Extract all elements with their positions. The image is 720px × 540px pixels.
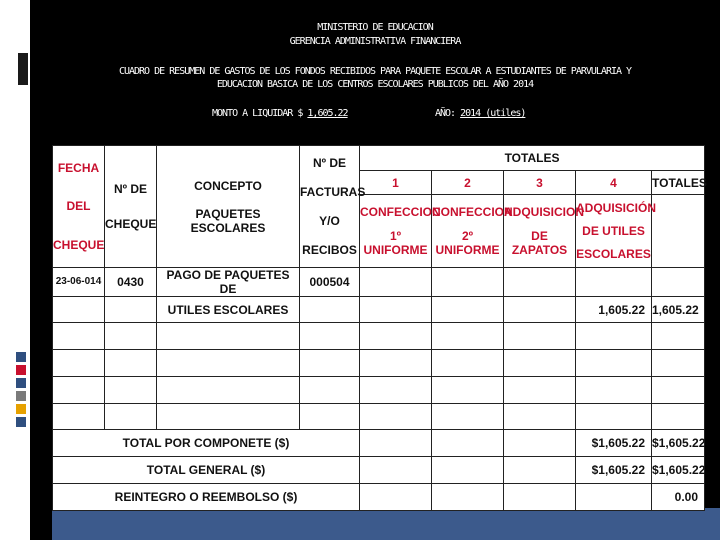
header-sub-1: CONFECCION 1º UNIFORME bbox=[360, 195, 432, 268]
header-num-2: 2 bbox=[432, 171, 504, 195]
amount-value: 1,605.22 bbox=[307, 108, 348, 119]
accent-block bbox=[18, 53, 28, 85]
total-general-col4: $1,605.22 bbox=[576, 457, 652, 484]
description-line-2: EDUCACION BASICA DE LOS CENTROS ESCOLARES PUBLICOS DEL AÑO 2014 bbox=[216, 79, 534, 90]
table-row bbox=[53, 268, 705, 297]
accent-square-1 bbox=[16, 352, 26, 362]
header-cheque: Nº DE CHEQUE bbox=[105, 146, 157, 268]
accent-square-2 bbox=[16, 365, 26, 375]
accent-square-3 bbox=[16, 378, 26, 388]
header-sub-total-empty bbox=[652, 195, 705, 268]
header-sub-2: CONFECCION 2º UNIFORME bbox=[432, 195, 504, 268]
cell-fecha: 23-06-014 bbox=[53, 268, 105, 297]
header-num-3: 3 bbox=[504, 171, 576, 195]
header-concepto: CONCEPTO PAQUETES ESCOLARES bbox=[157, 146, 300, 268]
reintegro-label: REINTEGRO O REEMBOLSO ($) bbox=[53, 484, 360, 511]
ministry-title: MINISTERIO DE EDUCACION bbox=[317, 22, 433, 33]
total-componente-row bbox=[53, 430, 705, 457]
total-general-label: TOTAL GENERAL ($) bbox=[53, 457, 360, 484]
header-num-4: 4 bbox=[576, 171, 652, 195]
expense-summary-table bbox=[52, 145, 705, 511]
cell-factura: 000504 bbox=[300, 268, 360, 297]
amount-label: MONTO A LIQUIDAR $ bbox=[212, 108, 303, 119]
cell-total: 1,605.22 bbox=[652, 297, 705, 323]
amount-line bbox=[212, 108, 348, 120]
table-row bbox=[53, 377, 705, 404]
header-totales-col: TOTALES bbox=[652, 171, 705, 195]
year-label: AÑO: bbox=[435, 108, 456, 119]
year-line bbox=[435, 108, 525, 120]
header-fecha: FECHA DEL CHEQUE bbox=[53, 146, 105, 268]
accent-square-5 bbox=[16, 404, 26, 414]
total-general-row bbox=[53, 457, 705, 484]
footer-bar bbox=[52, 508, 720, 540]
cell-col4: 1,605.22 bbox=[576, 297, 652, 323]
accent-square-6 bbox=[16, 417, 26, 427]
cell-concepto: UTILES ESCOLARES bbox=[157, 297, 300, 323]
total-general-total: $1,605.22 bbox=[652, 457, 705, 484]
reintegro-row bbox=[53, 484, 705, 511]
accent-square-4 bbox=[16, 391, 26, 401]
table-row bbox=[53, 297, 705, 323]
reintegro-total: 0.00 bbox=[652, 484, 705, 511]
department-title: GERENCIA ADMINISTRATIVA FINANCIERA bbox=[289, 36, 461, 47]
year-value: 2014 (utiles) bbox=[460, 108, 526, 119]
description-line-1: CUADRO DE RESUMEN DE GASTOS DE LOS FONDOS RECIBIDOS PARA PAQUETE ESCOLAR A ESTUDIANTES DE PARVULARIA Y bbox=[118, 66, 632, 77]
header-sub-4: ADQUISICIÓN DE UTILES ESCOLARES bbox=[576, 195, 652, 268]
header-totales: TOTALES bbox=[360, 146, 705, 171]
header-facturas: Nº DE FACTURAS Y/O RECIBOS bbox=[300, 146, 360, 268]
cell-concepto: PAGO DE PAQUETES DE bbox=[157, 268, 300, 297]
total-componente-label: TOTAL POR COMPONETE ($) bbox=[53, 430, 360, 457]
table-row bbox=[53, 350, 705, 377]
total-componente-col4: $1,605.22 bbox=[576, 430, 652, 457]
header-sub-3: ADQUISICION DE ZAPATOS bbox=[504, 195, 576, 268]
header-num-1: 1 bbox=[360, 171, 432, 195]
table-row bbox=[53, 323, 705, 350]
table-row bbox=[53, 404, 705, 430]
cell-cheque: 0430 bbox=[105, 268, 157, 297]
total-componente-total: $1,605.22 bbox=[652, 430, 705, 457]
